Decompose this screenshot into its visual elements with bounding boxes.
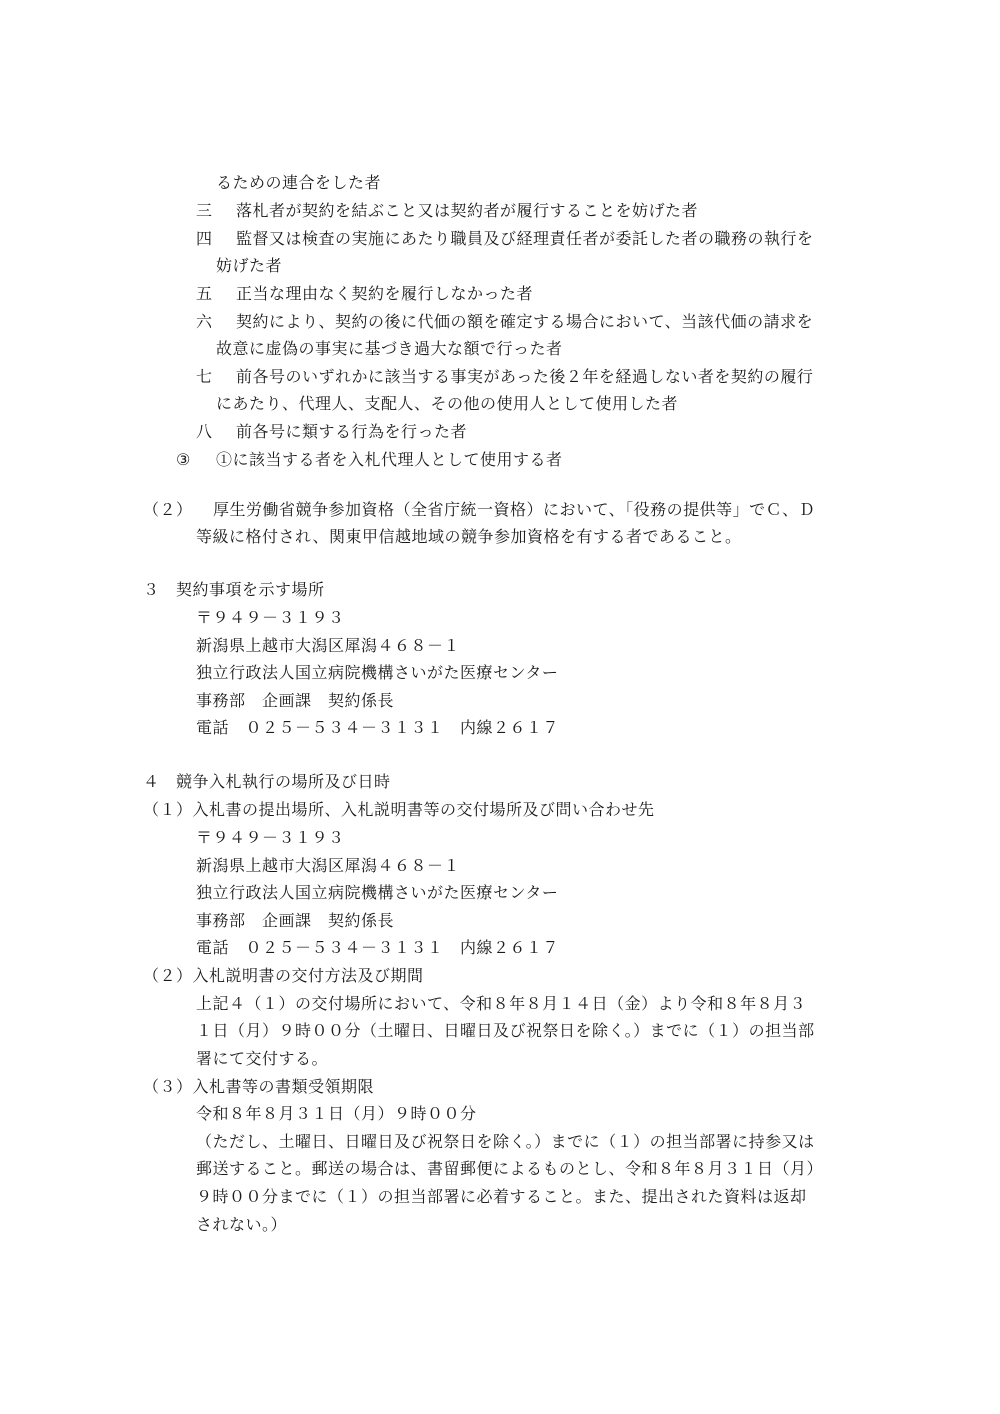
item-number: 六 — [196, 312, 213, 331]
department: 事務部 企画課 契約係長 — [196, 911, 395, 930]
phone: 電話 ０２５－５３４－３１３１ 内線２６１７ — [196, 718, 560, 737]
list-item-6-continuation: 故意に虚偽の事実に基づき過大な額で行った者 — [216, 339, 563, 358]
section-4-3-line-5: されない。） — [196, 1215, 288, 1234]
department: 事務部 企画課 契約係長 — [196, 691, 395, 710]
list-item-4-continuation: 妨げた者 — [216, 256, 283, 275]
address: 新潟県上越市大潟区犀潟４６８－１ — [196, 636, 461, 655]
list-item-6 — [196, 312, 813, 332]
item-text: ①に該当する者を入札代理人として使用する者 — [216, 450, 563, 469]
list-item-5 — [196, 284, 533, 304]
item-text: 契約により、契約の後に代価の額を確定する場合において、当該代価の請求を — [236, 312, 814, 331]
section-3-heading: ３ 契約事項を示す場所 — [143, 580, 325, 599]
phone: 電話 ０２５－５３４－３１３１ 内線２６１７ — [196, 938, 560, 957]
address: 新潟県上越市大潟区犀潟４６８－１ — [196, 856, 461, 875]
section-4-3-line-3: 郵送すること。郵送の場合は、書留郵便によるものとし、令和８年８月３１日（月） — [196, 1159, 824, 1178]
list-item-3 — [196, 201, 698, 221]
item-number: 七 — [196, 367, 213, 386]
organization: 独立行政法人国立病院機構さいがた医療センター — [196, 883, 559, 902]
item-number: 五 — [196, 284, 213, 303]
section-4-heading: ４ 競争入札執行の場所及び日時 — [143, 772, 391, 791]
section-number: （２） — [143, 500, 193, 519]
section-4-3-line-4: ９時００分までに（１）の担当部署に必着すること。また、提出された資料は返却 — [196, 1187, 807, 1206]
deadline: 令和８年８月３１日（月）９時００分 — [196, 1104, 477, 1123]
section-2-line-1 — [143, 500, 815, 520]
item-number: 八 — [196, 422, 213, 441]
list-item-7-continuation: にあたり、代理人、支配人、その他の使用人として使用した者 — [216, 394, 679, 413]
list-item-7 — [196, 367, 813, 387]
item-text: 落札者が契約を結ぶこと又は契約者が履行することを妨げた者 — [236, 201, 699, 220]
section-text: 厚生労働省競争参加資格（全省庁統一資格）において、「役務の提供等」でＣ、Ｄ — [213, 500, 816, 519]
item-text: 前各号に類する行為を行った者 — [236, 422, 468, 441]
item-text: 正当な理由なく契約を履行しなかった者 — [236, 284, 534, 303]
organization: 独立行政法人国立病院機構さいがた医療センター — [196, 663, 559, 682]
sub-item-3 — [176, 450, 563, 470]
section-4-2-heading: （２）入札説明書の交付方法及び期間 — [143, 966, 424, 985]
item-text: 監督又は検査の実施にあたり職員及び経理責任者が委託した者の職務の執行を — [236, 229, 814, 248]
section-2-line-2: 等級に格付され、関東甲信越地域の競争参加資格を有する者であること。 — [196, 527, 742, 546]
list-continuation: るための連合をした者 — [216, 173, 382, 192]
section-4-3-line-2: （ただし、土曜日、日曜日及び祝祭日を除く。）までに（１）の担当部署に持参又は — [196, 1132, 815, 1151]
item-number: ③ — [176, 450, 191, 469]
postal-code: 〒９４９－３１９３ — [196, 828, 345, 847]
postal-code: 〒９４９－３１９３ — [196, 608, 345, 627]
list-item-4 — [196, 229, 814, 249]
list-item-8 — [196, 422, 467, 442]
item-number: 三 — [196, 201, 213, 220]
section-4-1-heading: （１）入札書の提出場所、入札説明書等の交付場所及び問い合わせ先 — [143, 800, 655, 819]
section-4-3-heading: （３）入札書等の書類受領期限 — [143, 1077, 375, 1096]
section-4-2-line-3: 署にて交付する。 — [196, 1049, 329, 1068]
section-4-2-line-1: 上記４（１）の交付場所において、令和８年８月１４日（金）より令和８年８月３ — [196, 994, 807, 1013]
item-text: 前各号のいずれかに該当する事実があった後２年を経過しない者を契約の履行 — [236, 367, 814, 386]
section-4-2-line-2: １日（月）９時００分（土曜日、日曜日及び祝祭日を除く。）までに（１）の担当部 — [196, 1021, 815, 1040]
item-number: 四 — [196, 229, 213, 248]
